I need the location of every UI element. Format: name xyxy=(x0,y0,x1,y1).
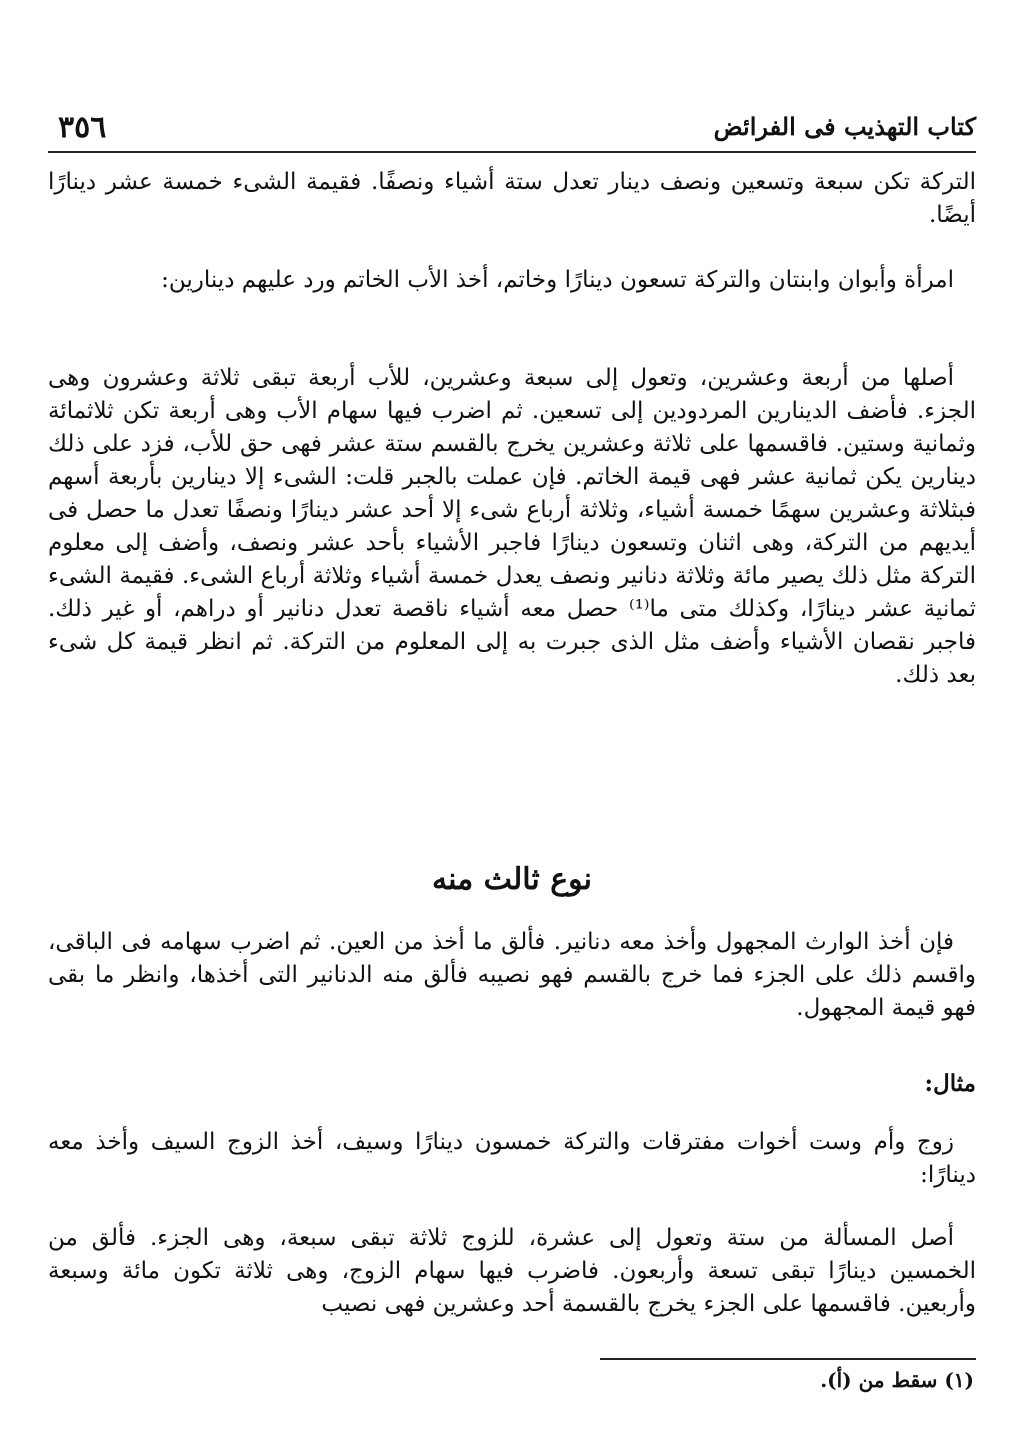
paragraph: زوج وأم وست أخوات مفترقات والتركة خمسون دينارًا وسيف، أخذ الزوج السيف وأخذ معه دينارًا: xyxy=(48,1129,976,1188)
paragraph: أصلها من أربعة وعشرين، وتعول إلى سبعة وعشرين، للأب أربعة تبقى ثلاثة وعشرون وهى الجزء. فأضف الدينارين المردودين إلى تسعين. ثم اضرب فيها سهام الأب وهى أربعة تكن ثلاثمائة وثمانية وستين. فاقسمها على ثلاثة وعشرين يخرج بالقسم ستة عشر فهى حق للأب، فزد على ذلك دينارين يكن ثمانية عشر فهى قيمة الخاتم. فإن عملت بالجبر قلت: الشىء إلا دينارين بأربعة أسهم فبثلاثة وعشرين سهمًا خمسة أشياء، وثلاثة أرباع شىء إلا أحد عشر دينارًا ونصفًا تعدل ما حصل فى أيديهم من التركة، وهى اثنان وتسعون دينارًا فاجبر الأشياء بأحد عشر ونصف، وأضف إلى معلوم التركة مثل ذلك يصير مائة وثلاثة دنانير ونصف يعدل خمسة أشياء وثلاثة أرباع الشىء. فقيمة الشىء ثمانية عشر دينارًا، وكذلك متى ما⁽¹⁾ حصل معه أشياء ناقصة تعدل دنانير أو دراهم، أو غير ذلك. فاجبر نقصان الأشياء وأضف مثل الذى جبرت به إلى المعلوم من التركة. ثم انظر قيمة كل شىء بعد ذلك. xyxy=(48,365,976,688)
paragraph-5-block xyxy=(48,1126,976,1192)
paragraph-6-block xyxy=(48,1222,976,1321)
example-label: مثال: xyxy=(924,1070,976,1097)
footnote-divider xyxy=(600,1358,976,1360)
paragraph-2-block xyxy=(48,264,976,297)
paragraph: التركة تكن سبعة وتسعين ونصف دينار تعدل ستة أشياء ونصفًا. فقيمة الشىء خمسة عشر دينارًا أيضًا. xyxy=(48,169,976,228)
paragraph-4-block xyxy=(48,926,976,1025)
paragraph-1-block xyxy=(48,166,976,232)
section-heading: نوع ثالث منه xyxy=(432,862,592,897)
paragraph: أصل المسألة من ستة وتعول إلى عشرة، للزوج ثلاثة تبقى سبعة، وهى الجزء. فألق من الخمسين دينارًا تبقى تسعة وأربعون. فاضرب فيها سهام الزوج، وهى ثلاثة تكون مائة وسبعة وأربعين. فاقسمها على الجزء يخرج بالقسمة أحد وعشرين فهى نصيب xyxy=(48,1225,976,1317)
footnote: (١) سقط من (أ). xyxy=(820,1368,974,1392)
page-header xyxy=(50,112,976,150)
paragraph-3-block xyxy=(48,362,976,692)
page-number: ٣٥٦ xyxy=(58,110,107,145)
paragraph: امرأة وأبوان وابنتان والتركة تسعون دينارًا وخاتم، أخذ الأب الخاتم ورد عليهم دينارين: xyxy=(161,267,954,293)
book-title: كتاب التهذيب فى الفرائض xyxy=(713,112,976,141)
header-divider xyxy=(48,151,976,153)
paragraph: فإن أخذ الوارث المجهول وأخذ معه دنانير. فألق ما أخذ من العين. ثم اضرب سهامه فى الباقى، واقسم ذلك على الجزء فما خرج بالقسم فهو نصيبه فألق منه الدنانير التى أخذها، وانظر ما بقى فهو قيمة المجهول. xyxy=(48,929,976,1021)
